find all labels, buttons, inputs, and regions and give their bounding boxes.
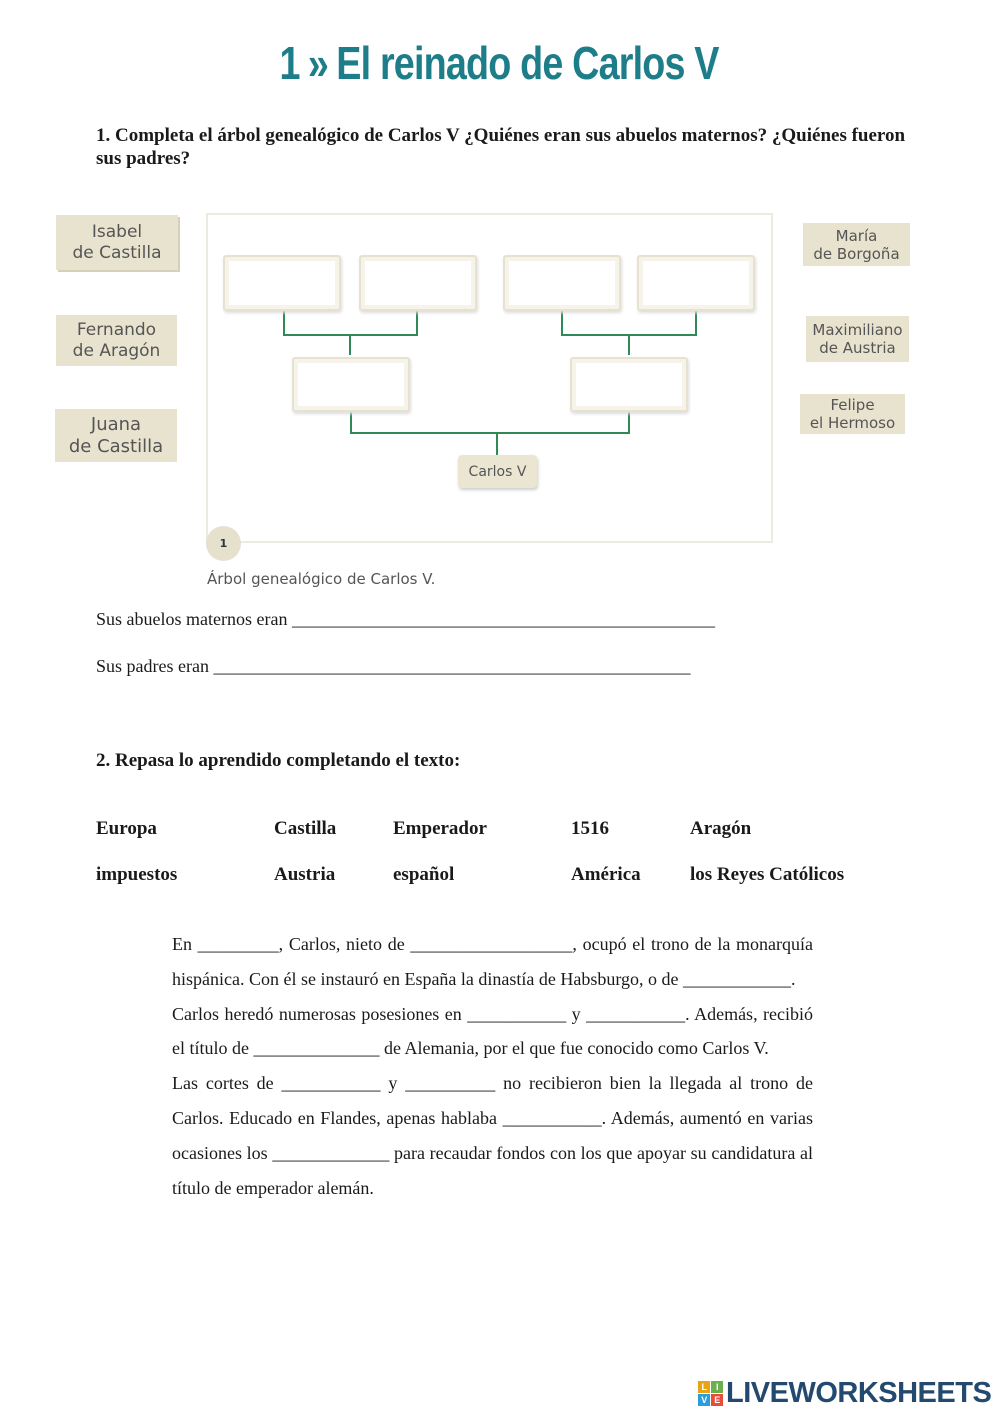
word-bank-item: impuestos [96,864,178,885]
label-line: Isabel [91,222,143,243]
brand-name: LIVEWORKSHEETS [726,1376,992,1409]
fill-in-paragraph-2[interactable]: Carlos heredó numerosas posesiones en ___________ y ___________. Además, recibió el título de ______________ de Alemania, por el que fue conocido como Carlos V. [172,1003,813,1059]
label-line: de Castilla [72,242,162,263]
word-bank-item: 1516 [571,818,609,839]
answer-padres-label: Sus padres eran [96,656,209,676]
connector-left-grandparents [284,311,417,355]
answer-padres [96,656,690,677]
tree-connectors [0,0,1000,600]
word-bank-item: Castilla [274,818,337,839]
question-2: 2. Repasa lo aprendido completando el texto: [96,750,461,771]
label-line: de Aragón [72,340,161,361]
word-bank-item: Austria [274,864,336,885]
label-line: María [835,226,878,245]
answer-abuelos-blank[interactable]: _______________________________________________ [291,609,715,629]
label-line: de Borgoña [813,244,900,263]
label-line: Juana [90,413,142,435]
fill-in-paragraph-1[interactable]: En _________, Carlos, nieto de __________________, ocupó el trono de la monarquía hispánica. Con él se instauró en España la dinastía de Habsburgo, o de ____________. [172,934,813,989]
word-bank-item: español [393,864,455,885]
logo-letter: V [698,1394,710,1406]
logo-letter: E [711,1394,723,1406]
word-bank-item: Aragón [690,818,752,839]
label-line: el Hermoso [809,414,896,432]
label-line: Maximiliano [812,321,903,339]
drop-slot-grandparent-2[interactable] [359,255,477,311]
title-arrows-icon: » [307,37,329,89]
logo-letter: I [711,1381,723,1393]
answer-abuelos [96,609,715,630]
figure-caption: Árbol genealógico de Carlos V. [207,570,436,588]
figure-badge: 1 [206,526,241,561]
label-line: de Castilla [68,435,164,457]
tree-root-carlos: Carlos V [458,455,537,488]
fill-in-text [172,927,813,1205]
title-text: El reinado de Carlos V [336,37,719,89]
word-bank-item: América [571,864,641,885]
connector-parents [351,412,629,456]
title-number: 1 [279,37,300,89]
connector-right-grandparents [562,311,696,355]
answer-abuelos-label: Sus abuelos maternos eran [96,609,288,629]
drop-slot-parent-2[interactable] [570,357,688,412]
label-line: Fernando [76,320,157,341]
drop-slot-grandparent-4[interactable] [637,255,755,311]
answer-padres-blank[interactable]: _____________________________________________________ [213,656,691,676]
logo-letter: L [698,1381,710,1393]
liveworksheets-logo [698,1376,991,1410]
word-bank-item: Europa [96,818,157,839]
drop-slot-grandparent-1[interactable] [223,255,341,311]
word-bank-item: los Reyes Católicos [690,864,845,885]
word-bank-item: Emperador [393,818,487,839]
label-line: Felipe [830,396,875,414]
fill-in-paragraph-3[interactable]: Las cortes de ___________ y __________ no recibieron bien la llegada al trono de Carlos. Educado en Flandes, apenas hablaba ___________. Además, aumentó en varias ocasiones los _____________ para recaudar fondos con los que apoyar su candidatura al título de emperador alemán. [172,1073,813,1198]
liveworksheets-mark-icon [698,1381,723,1406]
question-1: 1. Completa el árbol genealógico de Carlos V ¿Quiénes eran sus abuelos maternos? ¿Quiénes fueron sus padres? [96,125,906,169]
drop-slot-grandparent-3[interactable] [503,255,621,311]
drop-slot-parent-1[interactable] [292,357,410,412]
label-line: de Austria [819,339,896,357]
